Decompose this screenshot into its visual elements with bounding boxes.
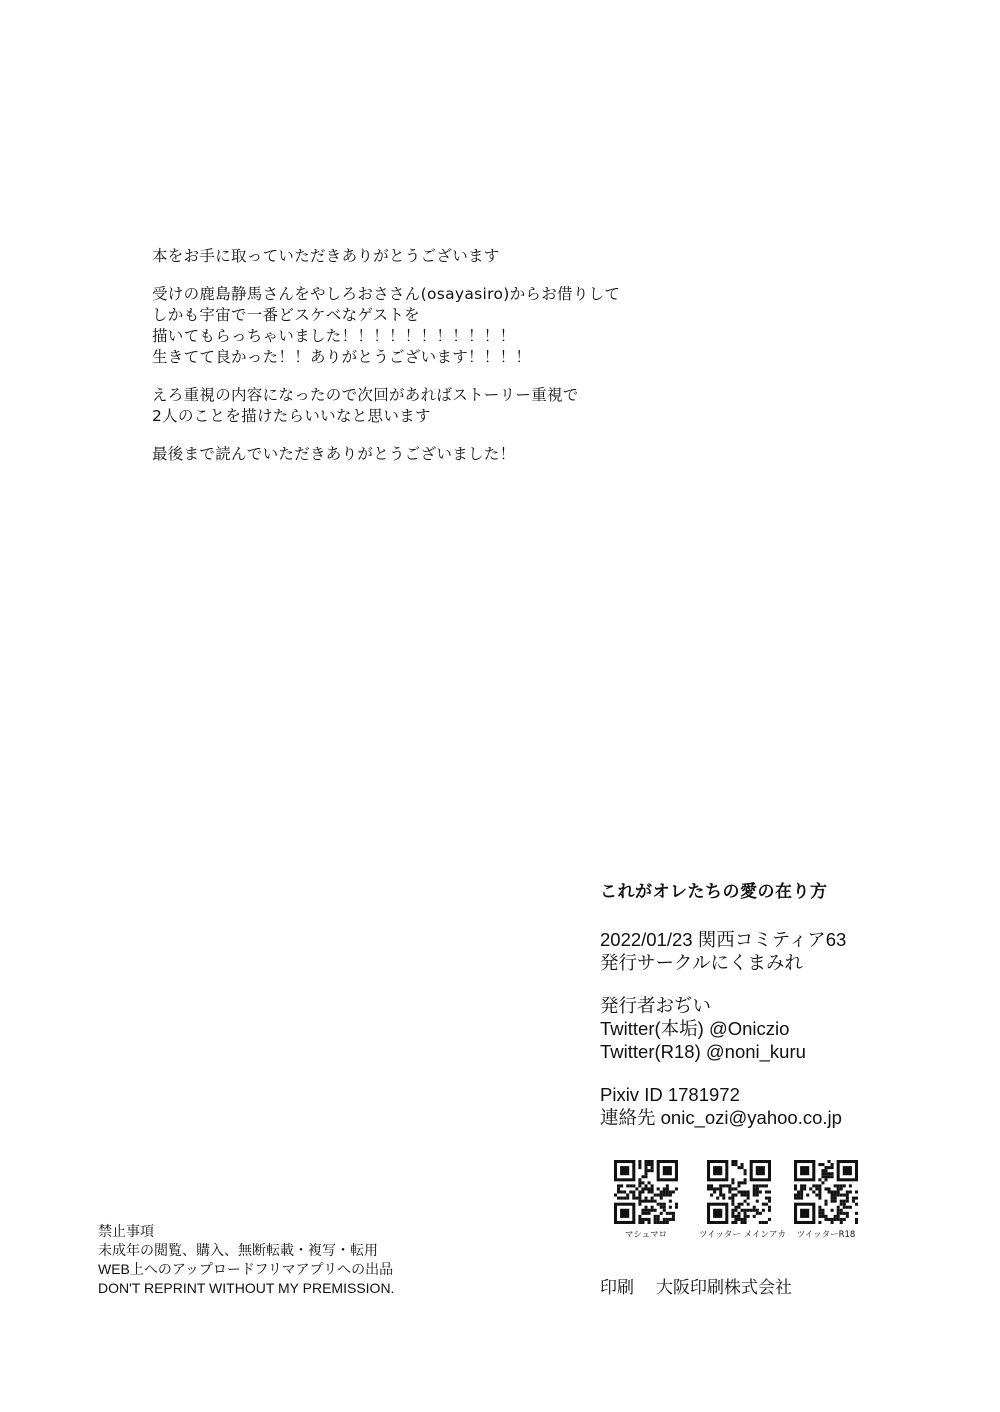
- event-info: [600, 928, 960, 974]
- prohibited-notice: [98, 1222, 518, 1298]
- event-date-line: 2022/01/23 関西コミティア63: [600, 929, 847, 950]
- printer-line: [600, 1276, 792, 1300]
- qr-label: マシュマロ: [624, 1230, 668, 1240]
- afterword: [152, 246, 712, 482]
- qr-code-icon: [707, 1160, 771, 1224]
- afterword-line: 本をお手に取っていただきありがとうございます: [152, 247, 500, 265]
- publisher-info: [600, 994, 960, 1063]
- publisher-name-line: 発行者おぢい: [600, 995, 712, 1016]
- twitter-r18-link: Twitter(R18) @noni_kuru: [600, 1041, 806, 1062]
- qr-twitter-main: [699, 1160, 786, 1240]
- book-title: これがオレたちの愛の在り方: [600, 882, 828, 902]
- afterword-paragraph-closing: [152, 444, 712, 465]
- prohibited-heading: 禁止事項: [98, 1223, 154, 1239]
- contact-email-line: 連絡先 onic_ozi@yahoo.co.jp: [600, 1107, 842, 1128]
- qr-label: ツイッターR18: [796, 1230, 856, 1240]
- printer-name: 大阪印刷株式会社: [656, 1278, 792, 1298]
- qr-code-icon: [794, 1160, 858, 1224]
- printer-label: 印刷: [600, 1278, 634, 1298]
- qr-label: ツイッター メインアカ: [699, 1230, 786, 1240]
- colophon: [600, 880, 960, 1149]
- afterword-paragraph-next: [152, 385, 712, 427]
- pixiv-id-line: Pixiv ID 1781972: [600, 1084, 740, 1105]
- afterword-line: 生きてて良かった！！ありがとうございます！！！！: [152, 348, 532, 366]
- afterword-line: えろ重視の内容になったので次回があればストーリー重視で: [152, 386, 579, 404]
- contact-info: [600, 1083, 960, 1129]
- prohibited-line: DON'T REPRINT WITHOUT MY PREMISSION.: [98, 1280, 395, 1296]
- qr-twitter-r18: [786, 1160, 866, 1240]
- circle-name-line: 発行サークルにくまみれ: [600, 952, 803, 973]
- qr-code-icon: [614, 1160, 678, 1224]
- afterword-line: 最後まで読んでいただきありがとうございました！: [152, 445, 516, 463]
- afterword-paragraph-guest: [152, 284, 712, 368]
- afterword-line: 描いてもらっちゃいました！！！！！！！！！！！: [152, 327, 516, 345]
- afterword-line: 受けの鹿島静馬さんをやしろおささん(osayasiro)からお借りして: [152, 285, 621, 303]
- qr-marshmallow: [606, 1160, 686, 1240]
- afterword-line: 2人のことを描けたらいいなと思います: [152, 407, 431, 425]
- qr-code-row: [606, 1160, 866, 1250]
- twitter-main-link: Twitter(本垢) @Oniczio: [600, 1018, 790, 1039]
- afterword-paragraph-thanks: [152, 246, 712, 267]
- afterword-line: しかも宇宙で一番どスケベなゲストを: [152, 306, 420, 324]
- prohibited-line: 未成年の閲覧、購入、無断転載・複写・転用: [98, 1242, 378, 1258]
- prohibited-line: WEB上へのアップロードフリマアプリへの出品: [98, 1261, 394, 1277]
